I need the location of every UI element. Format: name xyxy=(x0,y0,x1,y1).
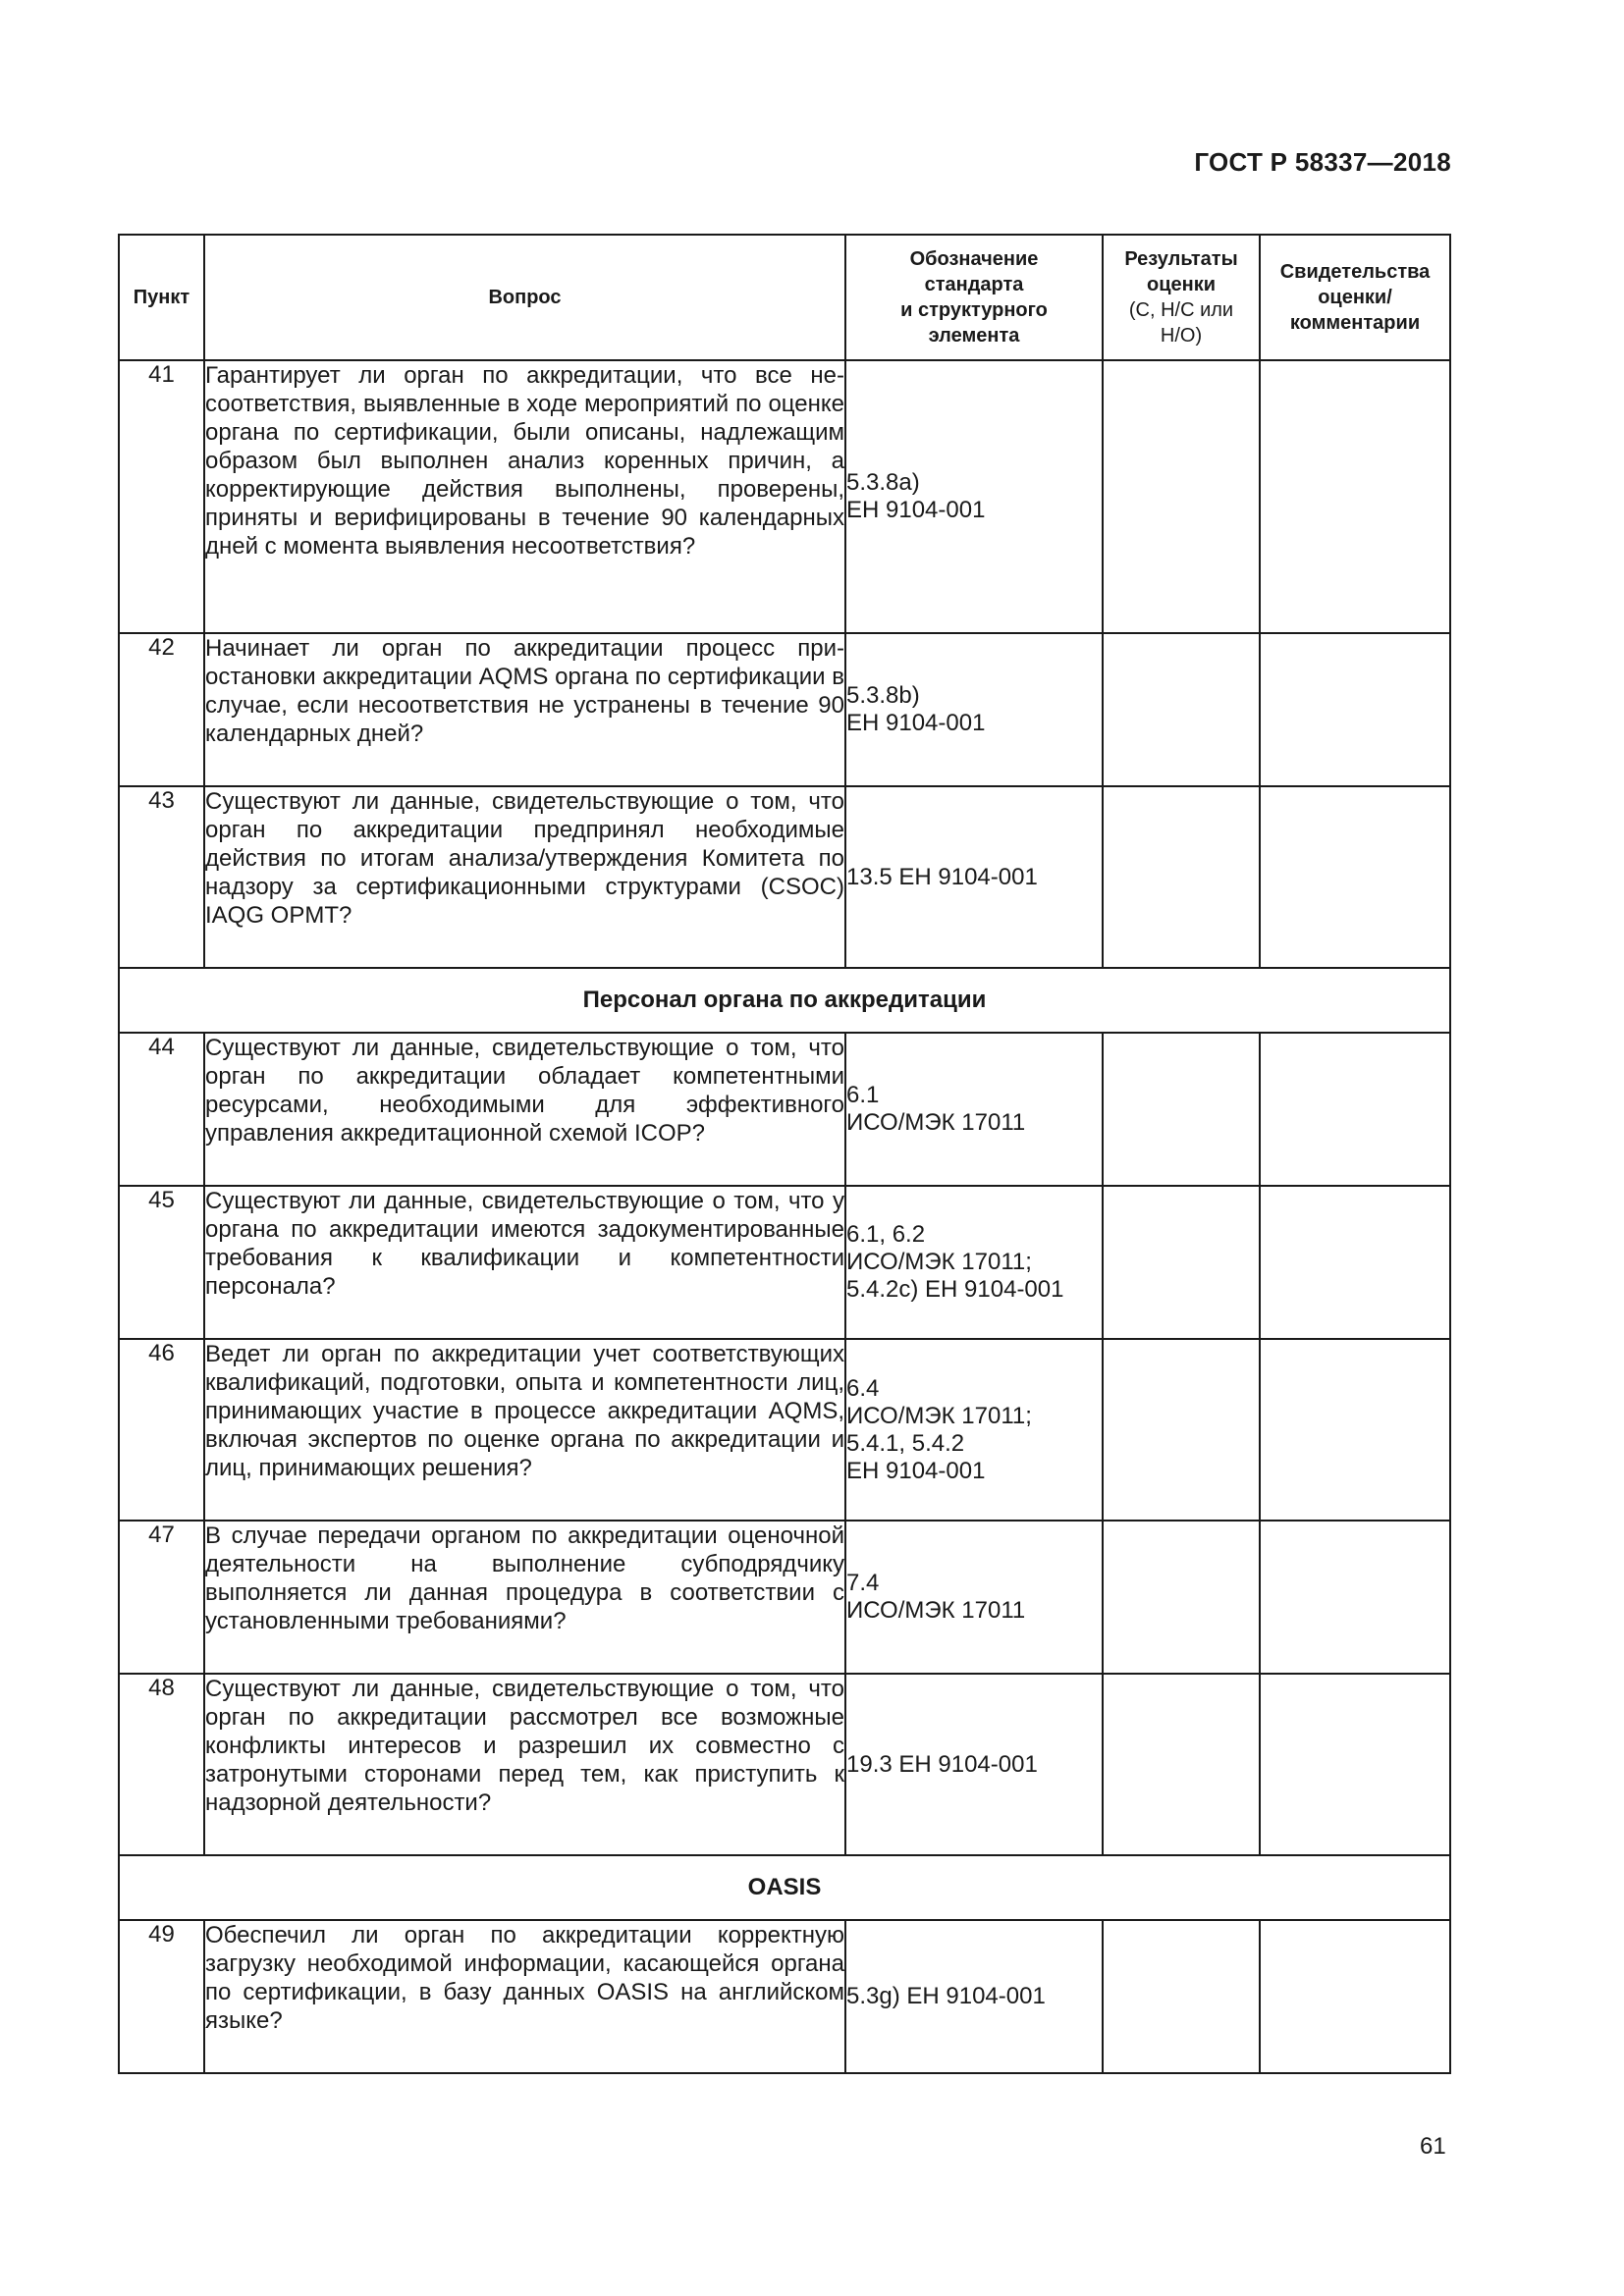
table-header-row xyxy=(119,235,1450,360)
section-title-personnel: Персонал органа по аккредитации xyxy=(119,968,1450,1033)
evidence-cell[interactable] xyxy=(1260,786,1450,968)
page-number: 61 xyxy=(1420,2133,1446,2160)
standard-reference: 6.1, 6.2 ИСО/МЭК 17011; 5.4.2с) ЕН 9104-001 xyxy=(845,1186,1103,1339)
result-cell[interactable] xyxy=(1103,786,1260,968)
result-cell[interactable] xyxy=(1103,1033,1260,1186)
question-text: В случае передачи органом по аккредитации оценочной деятельности на выполнение субподрядчику выполняется ли данная процедура в соответствии с установленными требованиями? xyxy=(204,1521,845,1674)
question-text: Существуют ли данные, свидетельствующие о том, что орган по аккредитации обладает компетентными ресурсами, необходимыми для эффективного управления аккредитационной схемой ICOP? xyxy=(204,1033,845,1186)
standard-reference: 13.5 ЕН 9104-001 xyxy=(845,786,1103,968)
result-cell[interactable] xyxy=(1103,1339,1260,1521)
evidence-cell[interactable] xyxy=(1260,633,1450,786)
question-text: Ведет ли орган по аккредитации учет соответствующих квалификаций, подготовки, опыта и компетентности лиц, принимающих участие в процессе аккредитации AQMS, включая экспертов по оценке органа по аккредитации и лиц, принимающих решения? xyxy=(204,1339,845,1521)
question-text: Существуют ли данные, свидетельствующие о том, что орган по аккредитации предпринял необходимые действия по итогам анализа/утверждения Комитета по надзору за сертификационными структурами (CSOC) IAQG OPMT? xyxy=(204,786,845,968)
table-row xyxy=(119,633,1450,786)
item-number: 43 xyxy=(119,786,204,968)
evidence-cell[interactable] xyxy=(1260,1674,1450,1855)
evidence-cell[interactable] xyxy=(1260,1339,1450,1521)
standard-reference: 6.4 ИСО/МЭК 17011; 5.4.1, 5.4.2 ЕН 9104-001 xyxy=(845,1339,1103,1521)
item-number: 46 xyxy=(119,1339,204,1521)
standard-reference: 5.3.8b) ЕН 9104-001 xyxy=(845,633,1103,786)
standard-reference: 6.1 ИСО/МЭК 17011 xyxy=(845,1033,1103,1186)
question-text: Начинает ли орган по аккредитации процесс приостановки аккредитации AQMS органа по сертификации в случае, если несоответствия не устранены в течение 90 календарных дней? xyxy=(204,633,845,786)
evidence-cell[interactable] xyxy=(1260,1186,1450,1339)
standard-reference: 7.4 ИСО/МЭК 17011 xyxy=(845,1521,1103,1674)
evidence-cell[interactable] xyxy=(1260,360,1450,633)
table-row xyxy=(119,786,1450,968)
item-number: 45 xyxy=(119,1186,204,1339)
item-number: 49 xyxy=(119,1920,204,2073)
result-cell[interactable] xyxy=(1103,360,1260,633)
item-number: 41 xyxy=(119,360,204,633)
evidence-cell[interactable] xyxy=(1260,1521,1450,1674)
result-cell[interactable] xyxy=(1103,633,1260,786)
result-cell[interactable] xyxy=(1103,1674,1260,1855)
assessment-checklist-table xyxy=(118,234,1451,2074)
question-text: Существуют ли данные, свидетельствующие о том, что орган по аккредитации рассмотрел все возможные конфликты интересов и разрешил их совместно с затронутыми сторонами перед тем, как приступить к надзорной деятельности? xyxy=(204,1674,845,1855)
column-header-evidence: Свидетельства оценки/ комментарии xyxy=(1260,235,1450,360)
question-text: Обеспечил ли орган по аккредитации корректную загрузку необходимой информации, касающейся органа по сертификации, в базу данных OASIS на английском языке? xyxy=(204,1920,845,2073)
section-row xyxy=(119,968,1450,1033)
item-number: 44 xyxy=(119,1033,204,1186)
item-number: 47 xyxy=(119,1521,204,1674)
section-title-oasis: OASIS xyxy=(119,1855,1450,1920)
section-row xyxy=(119,1855,1450,1920)
item-number: 42 xyxy=(119,633,204,786)
table-row xyxy=(119,1674,1450,1855)
standard-reference: 5.3g) ЕН 9104-001 xyxy=(845,1920,1103,2073)
table-row xyxy=(119,1521,1450,1674)
question-text: Существуют ли данные, свидетельствующие о том, что у органа по аккредитации имеются задокументированные требования к квалификации и компетентности персонала? xyxy=(204,1186,845,1339)
column-header-question: Вопрос xyxy=(204,235,845,360)
table-row xyxy=(119,1920,1450,2073)
standard-reference: 5.3.8а) ЕН 9104-001 xyxy=(845,360,1103,633)
evidence-cell[interactable] xyxy=(1260,1920,1450,2073)
column-header-standard: Обозначение стандарта и структурного элемента xyxy=(845,235,1103,360)
result-cell[interactable] xyxy=(1103,1920,1260,2073)
column-header-results: Результаты оценки (С, Н/С или Н/О) xyxy=(1103,235,1260,360)
item-number: 48 xyxy=(119,1674,204,1855)
document-code: ГОСТ Р 58337—2018 xyxy=(1194,147,1451,177)
table-row xyxy=(119,360,1450,633)
table-row xyxy=(119,1339,1450,1521)
result-cell[interactable] xyxy=(1103,1186,1260,1339)
column-header-item: Пункт xyxy=(119,235,204,360)
question-text: Гарантирует ли орган по аккредитации, что все несоответствия, выявленные в ходе мероприятий по оценке органа по сертификации, были описаны, надлежащим образом был выполнен анализ коренных причин, а корректирующие действия выполнены, проверены, приняты и верифицированы в течение 90 календарных дней с момента выявления несоответствия? xyxy=(204,360,845,633)
standard-reference: 19.3 ЕН 9104-001 xyxy=(845,1674,1103,1855)
table-row xyxy=(119,1186,1450,1339)
table-row xyxy=(119,1033,1450,1186)
result-cell[interactable] xyxy=(1103,1521,1260,1674)
evidence-cell[interactable] xyxy=(1260,1033,1450,1186)
